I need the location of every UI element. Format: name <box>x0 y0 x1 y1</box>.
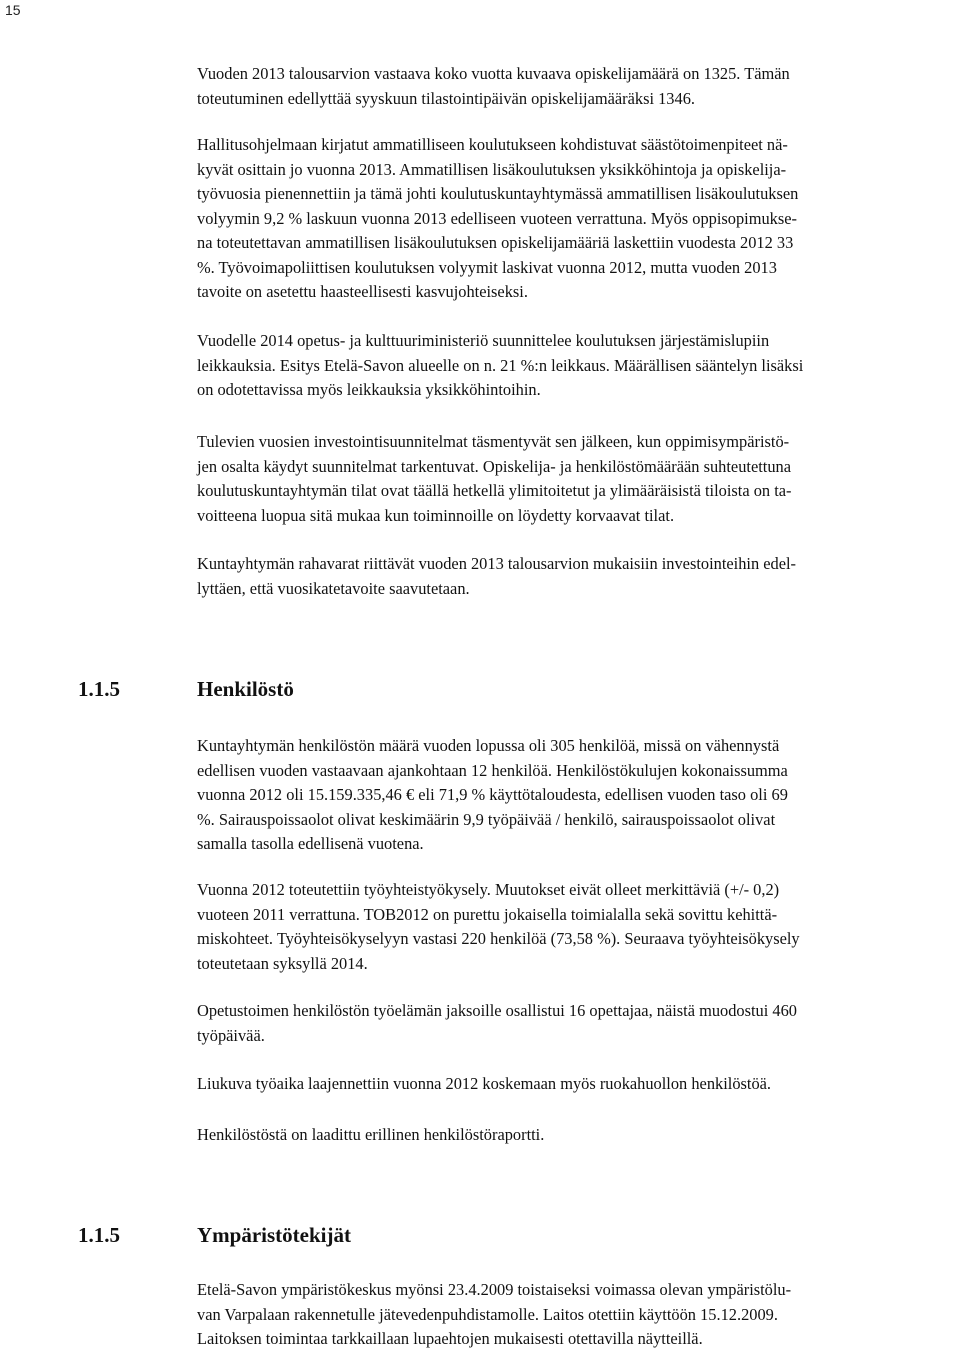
section-number: 1.1.5 <box>78 1223 120 1247</box>
paragraph-staff-count <box>197 734 939 857</box>
section-number: 1.1.5 <box>78 677 120 701</box>
text-line: Etelä-Savon ympäristökeskus myönsi 23.4.2009 toistaiseksi voimassa olevan ympäristölu- <box>197 1280 792 1299</box>
paragraph-student-volume <box>197 62 939 111</box>
text-line: koulutuskuntayhtymän tilat ovat täällä hetkellä ylimitoitetut ja ylimääräisistä tiloista on ta- <box>197 481 792 500</box>
text-line: volyymin 9,2 % laskuun vuonna 2013 edelliseen vuoteen verrattuna. Myös oppisopimukse- <box>197 208 797 228</box>
paragraph-work-life-periods <box>197 999 939 1048</box>
text-line: %. Sairauspoissaolot olivat keskimäärin 9,9 työpäivää / henkilö, sairauspoissaolot olivat <box>197 809 776 829</box>
text-line: Kuntayhtymän rahavarat riittävät vuoden 2013 talousarvion mukaisiin investointeihin edel- <box>197 554 797 573</box>
text-line: on odotettavissa myös leikkauksia yksikköhintoihin. <box>197 380 541 399</box>
paragraph-investment-plans <box>197 430 939 528</box>
text-line: Vuonna 2012 toteutettiin työyhteistyökysely. Muutokset eivät olleet merkittäviä (+/- 0,2) <box>197 880 780 899</box>
paragraph-environment-permit <box>197 1278 939 1352</box>
text-line: samalla tasolla edellisenä vuotena. <box>197 834 424 853</box>
text-line: voitteena luopua sitä mukaa kun toiminnoille on löydetty korvaavat tilat. <box>197 505 675 525</box>
text-line: työvuosia pienennettiin ja tämä johti koulutuskuntayhtymässä ammatillisen lisäkoulutuksen <box>197 184 799 203</box>
text-line: van Varpalaan rakennetulle jätevedenpuhdistamolle. Laitos otettiin käyttöön 15.12.2009. <box>197 1304 778 1324</box>
section-title: Henkilöstö <box>197 677 294 701</box>
text-line: Laitoksen toimintaa tarkkaillaan lupaehtojen mukaisesti otettavilla näytteillä. <box>197 1329 703 1348</box>
text-line: miskohteet. Työyhteisökyselyyn vastasi 220 henkilöä (73,58 %). Seuraava työyhteisökysely <box>197 929 800 948</box>
paragraph-savings-measures <box>197 133 939 305</box>
text-line: Kuntayhtymän henkilöstön määrä vuoden lopussa oli 305 henkilöä, missä on vähennystä <box>197 736 780 755</box>
text-line: tavoite on asetettu haasteellisesti kasvujohteiseksi. <box>197 282 528 301</box>
paragraph-flexible-hours <box>197 1072 939 1097</box>
text-line: lyttäen, että vuosikatetavoite saavutetaan. <box>197 578 470 598</box>
text-line: toteutetaan syksyllä 2014. <box>197 953 368 973</box>
text-line: vuonna 2012 oli 15.159.335,46 € eli 71,9 % käyttötaloudesta, edellisen vuoden taso oli 69 <box>197 785 788 804</box>
text-line: kyvät osittain jo vuonna 2013. Ammatillisen lisäkoulutuksen yksikköhintoja ja opiskelija- <box>197 159 787 179</box>
text-line: jen osalta käydyt suunnitelmat tarkentuvat. Opiskelija- ja henkilöstömäärään suhteutettuna <box>197 456 791 476</box>
text-line: Tulevien vuosien investointisuunnitelmat täsmentyvät sen jälkeen, kun oppimisympäristö- <box>197 432 790 451</box>
paragraph-staff-report <box>197 1123 939 1148</box>
text-line: työpäivää. <box>197 1025 265 1045</box>
text-line: %. Työvoimapoliittisen koulutuksen volyymit laskivat vuonna 2012, mutta vuoden 2013 <box>197 257 777 277</box>
paragraph-workplace-survey <box>197 878 939 976</box>
section-heading-ymparistotekijat <box>78 1222 351 1248</box>
text-line: edellisen vuoden vastaavaan ajankohtaan 12 henkilöä. Henkilöstökulujen kokonaissumma <box>197 760 788 780</box>
text-line: toteutuminen edellyttää syyskuun tilastointipäivän opiskelijamääräksi 1346. <box>197 88 695 108</box>
text-line: leikkauksia. Esitys Etelä-Savon alueelle on n. 21 %:n leikkaus. Määrällisen sääntelyn lisäksi <box>197 355 804 375</box>
section-heading-henkilosto <box>78 676 294 702</box>
paragraph-2014-cuts <box>197 329 939 403</box>
paragraph-cash-reserves <box>197 552 939 601</box>
text-line: Hallitusohjelmaan kirjatut ammatilliseen koulutukseen kohdistuvat säästötoimenpiteet nä- <box>197 135 788 154</box>
text-line: Henkilöstöstä on laadittu erillinen henkilöstöraportti. <box>197 1125 545 1144</box>
section-title: Ympäristötekijät <box>197 1223 351 1247</box>
text-line: Vuodelle 2014 opetus- ja kulttuuriministeriö suunnittelee koulutuksen järjestämislupiin <box>197 331 770 350</box>
text-line: Vuoden 2013 talousarvion vastaava koko vuotta kuvaava opiskelijamäärä on 1325. Tämän <box>197 64 790 83</box>
text-line: Liukuva työaika laajennettiin vuonna 2012 koskemaan myös ruokahuollon henkilöstöä. <box>197 1074 772 1093</box>
text-line: na toteutettavan ammatillisen lisäkoulutuksen opiskelijamääriä laskettiin vuodesta 2012 33 <box>197 233 794 252</box>
page-number: 15 <box>5 2 21 18</box>
text-line: Opetustoimen henkilöstön työelämän jaksoille osallistui 16 opettajaa, näistä muodostui 460 <box>197 1001 797 1020</box>
text-line: vuoteen 2011 verrattuna. TOB2012 on purettu jokaisella toimialalla sekä sovittu kehittä- <box>197 904 778 924</box>
